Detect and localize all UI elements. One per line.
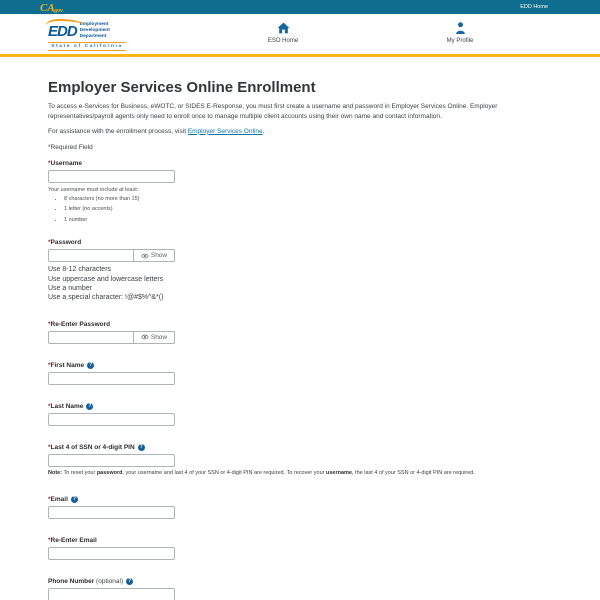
reenter-password-show-label: Show (150, 333, 168, 341)
nav-eso-home[interactable] (243, 21, 323, 44)
password-hint-item: Use a special character: !@#$%^&*() (48, 294, 164, 302)
eye-icon (141, 253, 149, 259)
password-label: *Password (48, 239, 82, 247)
phone-optional-label: (optional) (96, 578, 124, 586)
password-hint-item: Use a number (48, 284, 92, 292)
edd-logo-line2: Development (79, 28, 110, 34)
nav-eso-home-label: ESO Home (267, 38, 299, 44)
edd-acronym: EDD (48, 23, 77, 40)
password-input-wrap (48, 249, 175, 262)
help-icon[interactable]: ? (139, 444, 143, 451)
help-icon[interactable]: ? (88, 403, 92, 410)
top-utility-bar (0, 0, 600, 14)
required-marker: * (48, 444, 51, 452)
assistance-suffix: . (262, 127, 265, 135)
phone-group (48, 577, 175, 600)
username-hint-list (64, 196, 264, 224)
ssn-pin-group (48, 443, 475, 478)
username-hint-item: • 1 letter (no accents) (64, 206, 264, 213)
edd-logo[interactable] (48, 19, 126, 51)
assistance-paragraph (48, 128, 552, 135)
edd-home-link[interactable]: EDD Home (520, 4, 548, 10)
eye-icon (141, 334, 149, 340)
reenter-email-input[interactable] (48, 547, 175, 560)
site-header (0, 14, 600, 57)
required-marker: * (48, 403, 51, 411)
nav-my-profile[interactable] (420, 21, 500, 44)
reenter-email-group (48, 536, 175, 560)
person-icon (455, 21, 466, 34)
first-name-group (48, 361, 175, 385)
required-field-note: *Required Field (48, 143, 93, 151)
last-name-label: *Last Name ? (48, 403, 92, 411)
help-icon[interactable]: ? (128, 578, 132, 585)
nav-my-profile-label: My Profile (446, 38, 474, 44)
employer-services-online-link[interactable]: Employer Services Online (187, 127, 263, 135)
assistance-prefix: For assistance with the enrollment process, visit (48, 127, 188, 135)
required-marker: * (48, 361, 51, 369)
last-name-input[interactable] (48, 413, 175, 426)
reenter-email-label: *Re-Enter Email (48, 537, 97, 545)
required-marker: * (48, 537, 51, 545)
password-group (48, 238, 175, 303)
edd-swoosh-graphic (45, 19, 85, 29)
reenter-password-input-wrap (48, 331, 175, 344)
reset-recover-note: Note: To reset your password, your username and last 4 of your SSN or 4-digit PIN are required. To recover your username, the last 4 of your SSN or 4-digit PIN are required. (48, 470, 475, 477)
first-name-input[interactable] (48, 372, 175, 385)
password-hint-item: Use uppercase and lowercase letters (48, 275, 164, 283)
password-show-label: Show (150, 252, 168, 260)
required-marker: * (48, 320, 51, 328)
edd-logo-top (48, 19, 126, 41)
password-hints (48, 265, 268, 303)
help-icon[interactable]: ? (72, 495, 76, 502)
page-title: Employer Services Online Enrollment (48, 79, 316, 96)
edd-logo-line1: Employment (79, 22, 109, 28)
username-hint-title: Your username must include at least: (48, 186, 139, 193)
reenter-password-label: *Re-Enter Password (48, 320, 111, 328)
reenter-password-show-button[interactable] (133, 331, 175, 344)
email-group (48, 495, 175, 519)
username-input[interactable] (48, 170, 175, 183)
first-name-label: *First Name ? (48, 361, 93, 369)
ssn-pin-input[interactable] (48, 454, 175, 467)
edd-logo-tagline: State of California (48, 42, 126, 51)
username-label: *Username (48, 159, 82, 167)
last-name-group (48, 402, 175, 426)
required-marker: * (48, 159, 51, 167)
main-content (0, 57, 600, 600)
username-hint-item: • 8 characters (no more than 15) (64, 196, 264, 203)
required-marker: * (48, 239, 51, 247)
reenter-password-group (48, 320, 175, 344)
email-input[interactable] (48, 506, 175, 519)
username-hint-item: • 1 number (64, 217, 264, 224)
required-marker: * (48, 495, 51, 503)
phone-input[interactable] (48, 588, 175, 600)
ssn-pin-label: *Last 4 of SSN or 4-digit PIN ? (48, 444, 143, 452)
phone-label: Phone Number (optional) ? (48, 578, 132, 586)
password-show-button[interactable] (133, 249, 175, 262)
intro-paragraph: To access e-Services for Business, eWOTC, or SIDES E-Response, you must first create a username and password in Employer Services Online. Employer representatives/payroll agents only need to enroll once to manage multiple client accounts using their own name and contact information. (48, 103, 498, 120)
edd-acronym-wrap (48, 19, 77, 41)
help-icon[interactable]: ? (89, 362, 93, 368)
username-group (48, 159, 175, 225)
password-hint-item: Use 8-12 characters (48, 266, 112, 274)
ca-gov-logo[interactable]: CA.gov (40, 1, 63, 14)
edd-logo-line3: Department (79, 34, 107, 40)
email-label: *Email ? (48, 495, 76, 503)
home-icon (277, 21, 290, 34)
